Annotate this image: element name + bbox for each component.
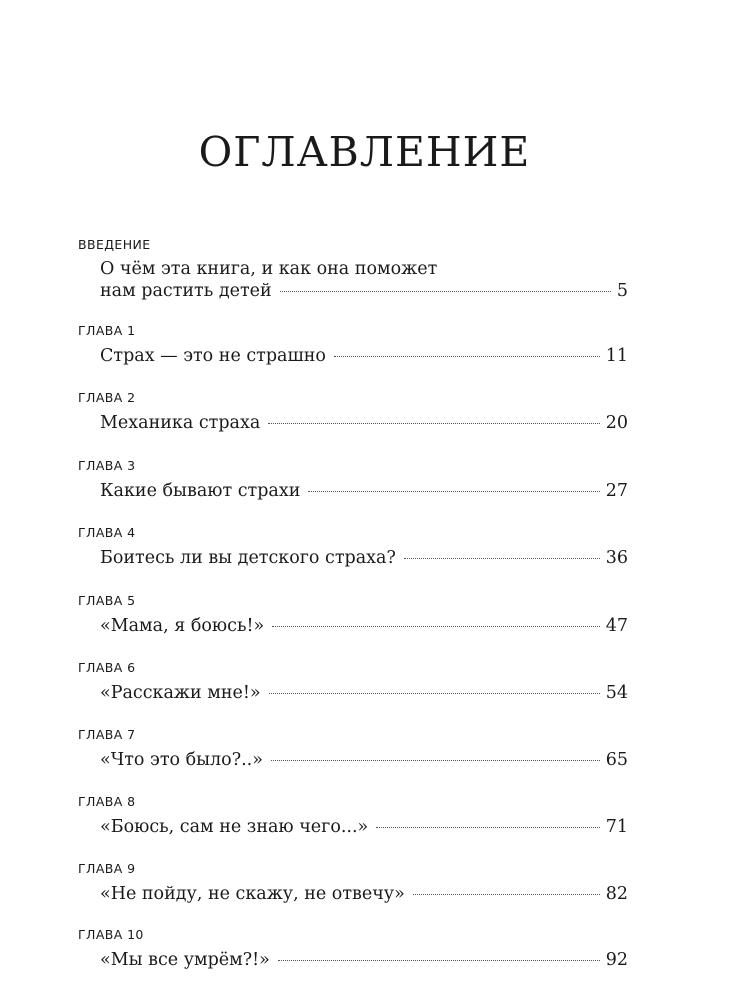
page-number: 20 bbox=[605, 413, 628, 433]
toc-entry-chapter-8 bbox=[78, 793, 628, 838]
entry-title[interactable] bbox=[78, 883, 628, 905]
dot-leader bbox=[280, 290, 611, 292]
entry-title[interactable] bbox=[78, 547, 628, 569]
toc-entry-chapter-4 bbox=[78, 524, 628, 569]
dot-leader bbox=[271, 759, 600, 761]
entry-title-text: «Боюсь, сам не знаю чего...» bbox=[100, 817, 369, 837]
toc-entry-chapter-3 bbox=[78, 457, 628, 502]
dot-leader bbox=[404, 557, 600, 559]
chapter-label: ГЛАВА 10 bbox=[78, 927, 144, 942]
toc-entry-chapter-2 bbox=[78, 389, 628, 434]
entry-title-text: «Мы все умрём?!» bbox=[100, 950, 270, 970]
chapter-label: ГЛАВА 1 bbox=[78, 323, 136, 338]
chapter-label: ГЛАВА 3 bbox=[78, 458, 136, 473]
entry-title-text: «Мама, я боюсь!» bbox=[100, 616, 265, 636]
page-number: 54 bbox=[605, 683, 628, 703]
toc-entry-chapter-1 bbox=[78, 322, 628, 367]
toc-entry-chapter-6 bbox=[78, 659, 628, 704]
entry-title-text: «Расскажи мне!» bbox=[100, 683, 261, 703]
entry-title[interactable] bbox=[78, 412, 628, 434]
toc-entry-chapter-7 bbox=[78, 726, 628, 771]
dot-leader bbox=[272, 625, 600, 627]
entry-title-text: «Что это было?..» bbox=[100, 750, 263, 770]
chapter-label: ГЛАВА 8 bbox=[78, 794, 136, 809]
page-number: 82 bbox=[605, 884, 628, 904]
page-number: 5 bbox=[616, 281, 628, 301]
entry-title[interactable] bbox=[78, 949, 628, 971]
dot-leader bbox=[376, 826, 599, 828]
entry-title[interactable] bbox=[78, 816, 628, 838]
page-title: ОГЛАВЛЕНИЕ bbox=[198, 128, 531, 176]
page-number: 27 bbox=[605, 481, 628, 501]
entry-title[interactable] bbox=[78, 682, 628, 704]
dot-leader bbox=[269, 692, 600, 694]
page-number: 71 bbox=[605, 817, 628, 837]
page-number: 11 bbox=[605, 346, 628, 366]
entry-title[interactable] bbox=[78, 258, 628, 302]
page-number: 47 bbox=[605, 616, 628, 636]
toc-entry-chapter-5 bbox=[78, 592, 628, 637]
dot-leader bbox=[308, 490, 599, 492]
chapter-label: ГЛАВА 6 bbox=[78, 660, 136, 675]
entry-title-text: Какие бывают страхи bbox=[100, 481, 301, 501]
entry-title-text: Механика страха bbox=[100, 413, 261, 433]
entry-title-line-1: О чём эта книга, и как она поможет bbox=[100, 259, 438, 279]
entry-title-text: «Не пойду, не скажу, не отвечу» bbox=[100, 884, 405, 904]
dot-leader bbox=[334, 355, 600, 357]
toc-entry-chapter-10 bbox=[78, 926, 628, 971]
entry-title-text: Боитесь ли вы детского страха? bbox=[100, 548, 396, 568]
entry-title[interactable] bbox=[78, 749, 628, 771]
entry-title-line-2: нам растить детей bbox=[100, 281, 272, 301]
entry-title-text: Страх — это не страшно bbox=[100, 346, 326, 366]
page-number: 92 bbox=[605, 950, 628, 970]
chapter-label: ВВЕДЕНИЕ bbox=[78, 237, 151, 252]
chapter-label: ГЛАВА 9 bbox=[78, 861, 136, 876]
toc-entry-introduction bbox=[78, 236, 628, 302]
entry-title[interactable] bbox=[78, 480, 628, 502]
chapter-label: ГЛАВА 7 bbox=[78, 727, 136, 742]
entry-title[interactable] bbox=[78, 615, 628, 637]
dot-leader bbox=[413, 893, 600, 895]
chapter-label: ГЛАВА 4 bbox=[78, 525, 136, 540]
page-number: 65 bbox=[605, 750, 628, 770]
page-number: 36 bbox=[605, 548, 628, 568]
chapter-label: ГЛАВА 2 bbox=[78, 390, 136, 405]
dot-leader bbox=[278, 959, 600, 961]
dot-leader bbox=[268, 422, 599, 424]
entry-title[interactable] bbox=[78, 345, 628, 367]
toc-entry-chapter-9 bbox=[78, 860, 628, 905]
chapter-label: ГЛАВА 5 bbox=[78, 593, 136, 608]
